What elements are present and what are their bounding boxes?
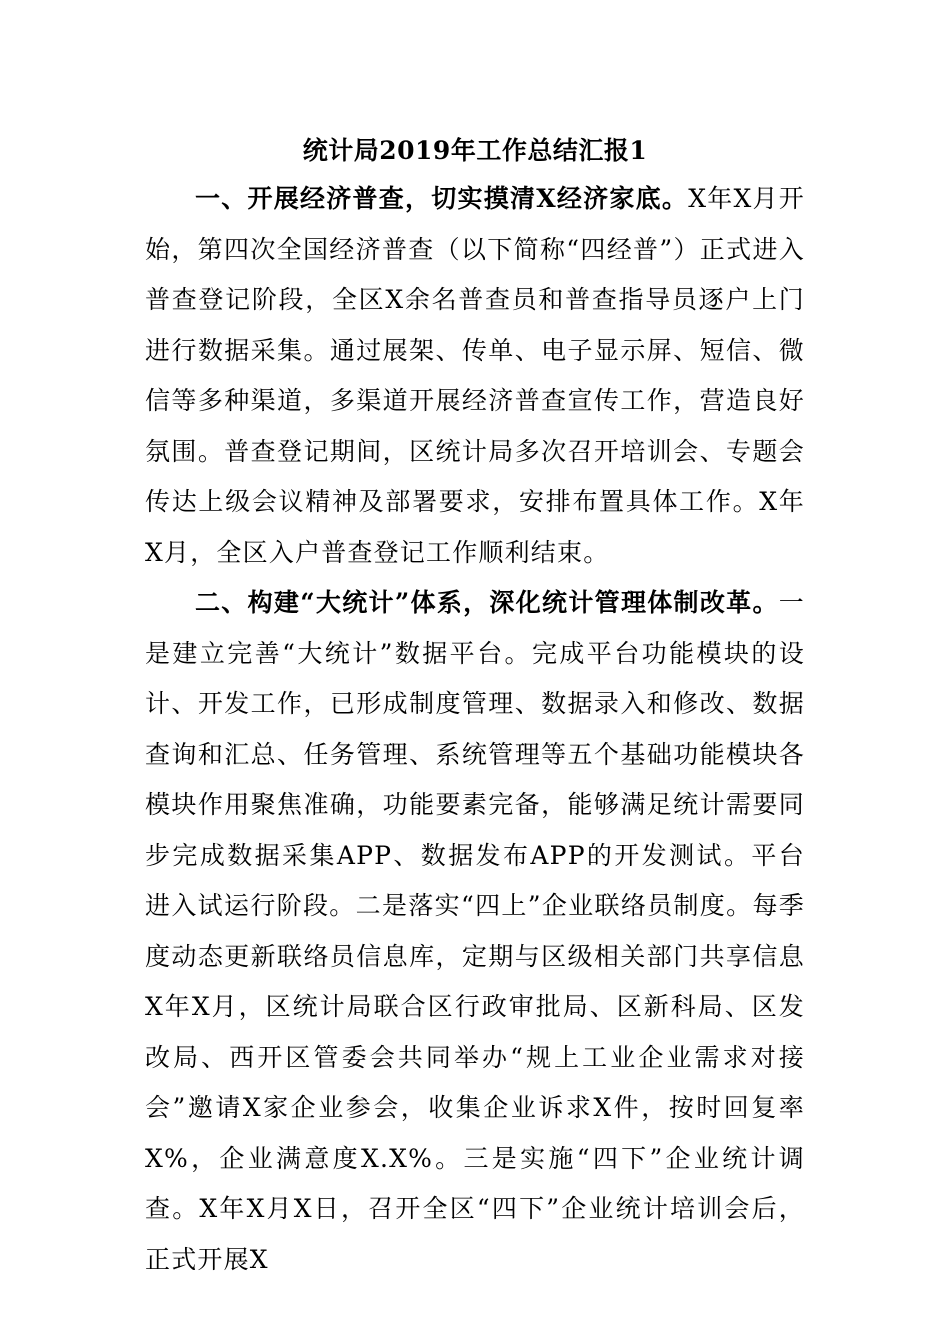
- section-2-body: 一是建立完善“大统计”数据平台。完成平台功能模块的设计、开发工作，已形成制度管理、数据录入和修改、数据查询和汇总、任务管理、系统管理等五个基础功能模块各模块作用聚焦准确，功能要素完备，能够满足统计需要同步完成数据采集APP、数据发布APP的开发测试。平台进入试运行阶段。二是落实“四上”企业联络员制度。每季度动态更新联络员信息库，定期与区级相关部门共享信息X年X月，区统计局联合区行政审批局、区新科局、区发改局、西开区管委会共同举办“规上工业企业需求对接会”邀请X家企业参会，收集企业诉求X件，按时回复率X%，企业满意度X.X%。三是实施“四下”企业统计调查。X年X月X日，召开全区“四下”企业统计培训会后，正式开展X: [145, 588, 805, 1274]
- section-1-heading: 一、开展经济普查，切实摸清X经济家底。: [195, 184, 689, 213]
- section-1-body: X年X月开始，第四次全国经济普查（以下简称“四经普”）正式进入普查登记阶段，全区X余名普查员和普查指导员逐户上门进行数据采集。通过展架、传单、电子显示屏、短信、微信等多种渠道，多渠道开展经济普查宣传工作，营造良好氛围。普查登记期间，区统计局多次召开培训会、专题会传达上级会议精神及部署要求，安排布置具体工作。X年X月，全区入户普查登记工作顺利结束。: [145, 184, 805, 567]
- section-2-paragraph: [145, 578, 805, 1285]
- document-title: 统计局2019年工作总结汇报1: [302, 136, 648, 165]
- section-2-heading: 二、构建“大统计”体系，深化统计管理体制改革。: [195, 588, 779, 617]
- document-page: [145, 128, 805, 1285]
- section-1-paragraph: [145, 174, 805, 578]
